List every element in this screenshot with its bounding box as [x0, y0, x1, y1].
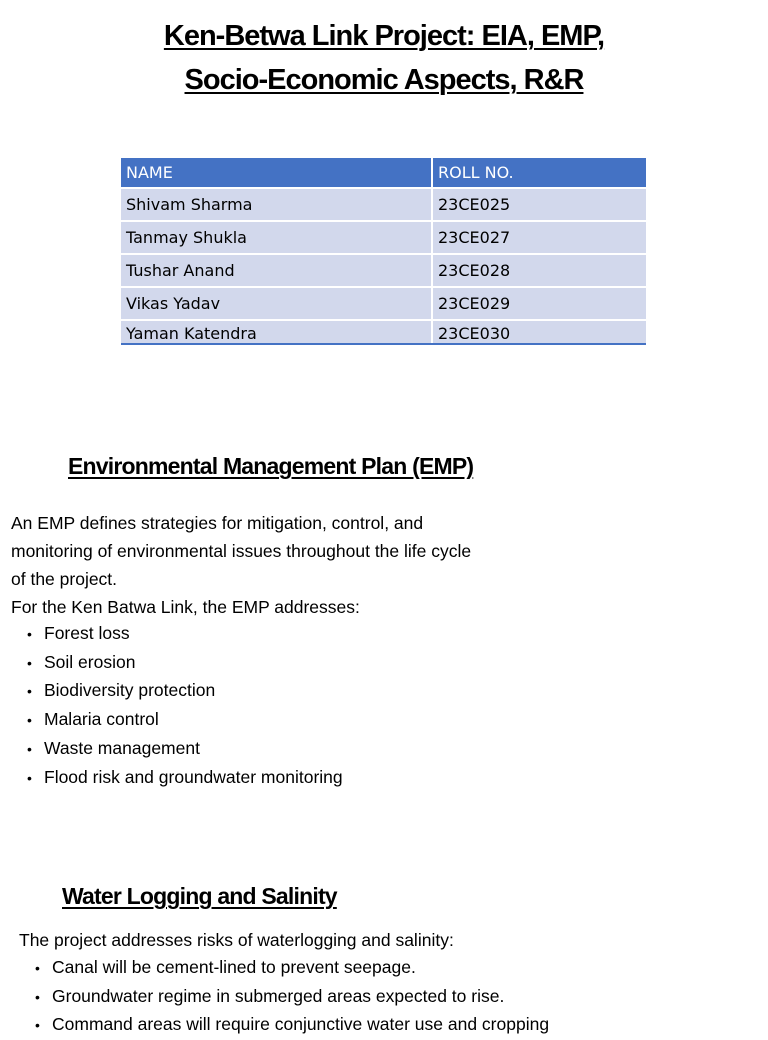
cell-roll-no: 23CE028: [432, 254, 646, 287]
table-row: [121, 254, 646, 287]
table-row: [121, 320, 646, 344]
water-heading: Water Logging and Salinity: [62, 883, 337, 909]
emp-bullet-list: [27, 620, 343, 792]
emp-line: For the Ken Batwa Link, the EMP addresses:: [11, 597, 360, 617]
cell-roll-no: 23CE027: [432, 221, 646, 254]
emp-line: monitoring of environmental issues throughout the life cycle: [11, 541, 472, 561]
emp-heading: Environmental Management Plan (EMP): [68, 453, 474, 479]
table-header-row: [121, 158, 646, 188]
title-line-1: Ken-Betwa Link Project: EIA, EMP,: [163, 20, 605, 52]
table-row: [121, 221, 646, 254]
list-item: • Soil erosion: [27, 649, 343, 678]
list-item: • Canal will be cement-lined to prevent seepage.: [35, 954, 549, 983]
water-intro: The project addresses risks of waterlogging and salinity:: [19, 930, 454, 950]
cell-roll-no: 23CE030: [432, 320, 646, 344]
list-item: • Forest loss: [27, 620, 343, 649]
cell-roll-no: 23CE025: [432, 188, 646, 221]
document-title: [0, 14, 768, 102]
list-item: • Command areas will require conjunctive water use and cropping: [35, 1011, 549, 1040]
cell-name: Tanmay Shukla: [121, 221, 432, 254]
student-roster-table: [121, 158, 646, 345]
title-line-2: Socio-Economic Aspects, R&R: [184, 64, 584, 96]
list-item: • Flood risk and groundwater monitoring: [27, 764, 343, 793]
header-roll-no: ROLL NO.: [432, 158, 646, 188]
emp-paragraph: [11, 509, 551, 621]
cell-name: Yaman Katendra: [121, 320, 432, 344]
list-item: • Waste management: [27, 735, 343, 764]
emp-line: An EMP defines strategies for mitigation, control, and: [11, 513, 424, 533]
list-item: • Biodiversity protection: [27, 677, 343, 706]
cell-name: Shivam Sharma: [121, 188, 432, 221]
header-name: NAME: [121, 158, 432, 188]
emp-line: of the project.: [11, 569, 118, 589]
list-item: • Malaria control: [27, 706, 343, 735]
table-row: [121, 188, 646, 221]
list-item: • Groundwater regime in submerged areas expected to rise.: [35, 983, 549, 1012]
cell-roll-no: 23CE029: [432, 287, 646, 320]
cell-name: Vikas Yadav: [121, 287, 432, 320]
water-bullet-list: [35, 954, 549, 1040]
cell-name: Tushar Anand: [121, 254, 432, 287]
table-row: [121, 287, 646, 320]
